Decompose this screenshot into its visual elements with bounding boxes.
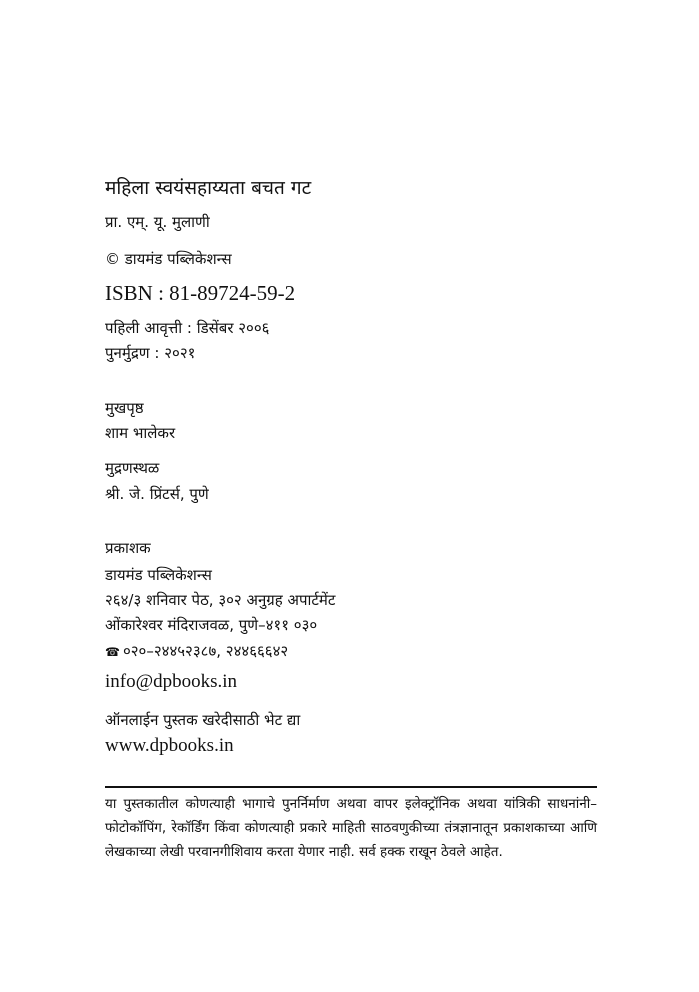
divider	[105, 786, 597, 788]
reprint: पुनर्मुद्रण : २०२१	[105, 344, 196, 362]
first-edition: पहिली आवृत्ती : डिसेंबर २००६	[105, 319, 270, 337]
printer: श्री. जे. प्रिंटर्स, पुणे	[105, 485, 209, 503]
isbn: ISBN : 81-89724-59-2	[105, 281, 296, 305]
printing-label: मुद्रणस्थळ	[105, 459, 160, 477]
publisher-phone	[105, 641, 288, 662]
copyright: © डायमंड पब्लिकेशन्स	[105, 250, 232, 268]
publisher-address-2: ओंकारेश्वर मंदिराजवळ, पुणे–४११ ०३०	[105, 616, 318, 634]
online-label: ऑनलाईन पुस्तक खरेदीसाठी भेट द्या	[105, 711, 301, 729]
publisher-label: प्रकाशक	[105, 539, 151, 557]
publisher-email[interactable]: info@dpbooks.in	[105, 671, 238, 692]
rights-notice: या पुस्तकातील कोणत्याही भागाचे पुनर्निर्माण अथवा वापर इलेक्ट्रॉनिक अथवा यांत्रिकी साधनांनी–फोटोकॉपिंग, रेकॉर्डिंग किंवा कोणत्याही प्रकारे माहिती साठवणुकीच्या तंत्रज्ञानातून प्रकाशकाच्या आणि लेखकाच्या लेखी परवानगीशिवाय करता येणार नाही. सर्व हक्क राखून ठेवले आहेत.	[105, 796, 597, 860]
website-link[interactable]: www.dpbooks.in	[105, 735, 234, 756]
cover-label: मुखपृष्ठ	[105, 399, 144, 417]
telephone-icon: ☎	[105, 645, 120, 659]
phone-number: ०२०–२४४५२३८७, २४४६६६४२	[122, 642, 289, 660]
author: प्रा. एम्. यू. मुलाणी	[105, 213, 210, 231]
publisher-address-1: २६४/३ शनिवार पेठ, ३०२ अनुग्रह अपार्टमेंट	[105, 591, 336, 609]
publisher-name: डायमंड पब्लिकेशन्स	[105, 566, 212, 584]
book-title: महिला स्वयंसहाय्यता बचत गट	[105, 177, 312, 199]
cover-artist: शाम भालेकर	[105, 424, 176, 442]
